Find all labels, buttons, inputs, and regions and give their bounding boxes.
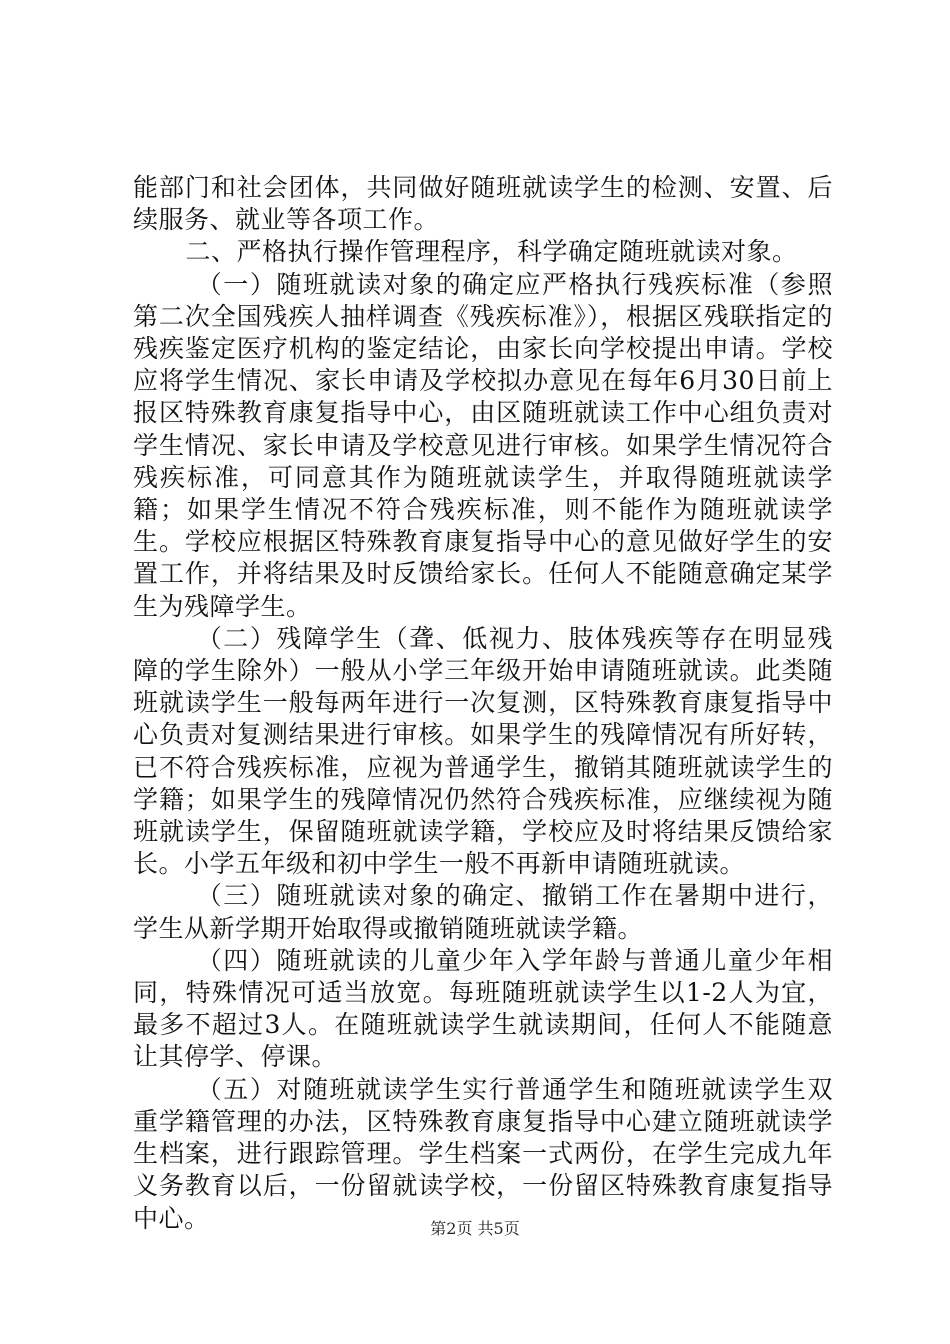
paragraph-item-2: （二）残障学生（聋、低视力、肢体残疾等存在明显残障的学生除外）一般从小学三年级开始申请随班就读。此类随班就读学生一般每两年进行一次复测，区特殊教育康复指导中心负责对复测结果进行审核。如果学生的残障情况有所好转，已不符合残疾标准，应视为普通学生，撤销其随班就读学生的学籍；如果学生的残障情况仍然符合残疾标准，应继续视为随班就读学生，保留随班就读学籍，学校应及时将结果反馈给家长。小学五年级和初中学生一般不再新申请随班就读。 [133, 623, 833, 879]
paragraph-item-4: （四）随班就读的儿童少年入学年龄与普通儿童少年相同，特殊情况可适当放宽。每班随班就读学生以1-2人为宜，最多不超过3人。在随班就读学生就读期间，任何人不能随意让其停学、停课。 [133, 945, 833, 1072]
section-heading-2: 二、严格执行操作管理程序，科学确定随班就读对象。 [185, 237, 798, 267]
paragraph-item-5: （五）对随班就读学生实行普通学生和随班就读学生双重学籍管理的办法，区特殊教育康复指导中心建立随班就读学生档案，进行跟踪管理。学生档案一式两份，在学生完成九年义务教育以后，一份留就读学校，一份留区特殊教育康复指导中心。 [133, 1074, 833, 1233]
paragraph-item-1: （一）随班就读对象的确定应严格执行残疾标准（参照第二次全国残疾人抽样调查《残疾标准》），根据区残联指定的残疾鉴定医疗机构的鉴定结论，由家长向学校提出申请。学校应将学生情况、家长申请及学校拟办意见在每年6月30日前上报区特殊教育康复指导中心，由区随班就读工作中心组负责对学生情况、家长申请及学校意见进行审核。如果学生情况符合残疾标准，可同意其作为随班就读学生，并取得随班就读学籍；如果学生情况不符合残疾标准，则不能作为随班就读学生。学校应根据区特殊教育康复指导中心的意见做好学生的安置工作，并将结果及时反馈给家长。任何人不能随意确定某学生为残障学生。 [133, 269, 833, 621]
document-body [133, 172, 833, 1235]
paragraph-continuation: 能部门和社会团体，共同做好随班就读学生的检测、安置、后续服务、就业等各项工作。 [133, 173, 833, 235]
paragraph-item-3: （三）随班就读对象的确定、撤销工作在暑期中进行，学生从新学期开始取得或撤销随班就读学籍。 [133, 881, 833, 943]
page-number-footer: 第2页 共5页 [430, 1219, 520, 1238]
